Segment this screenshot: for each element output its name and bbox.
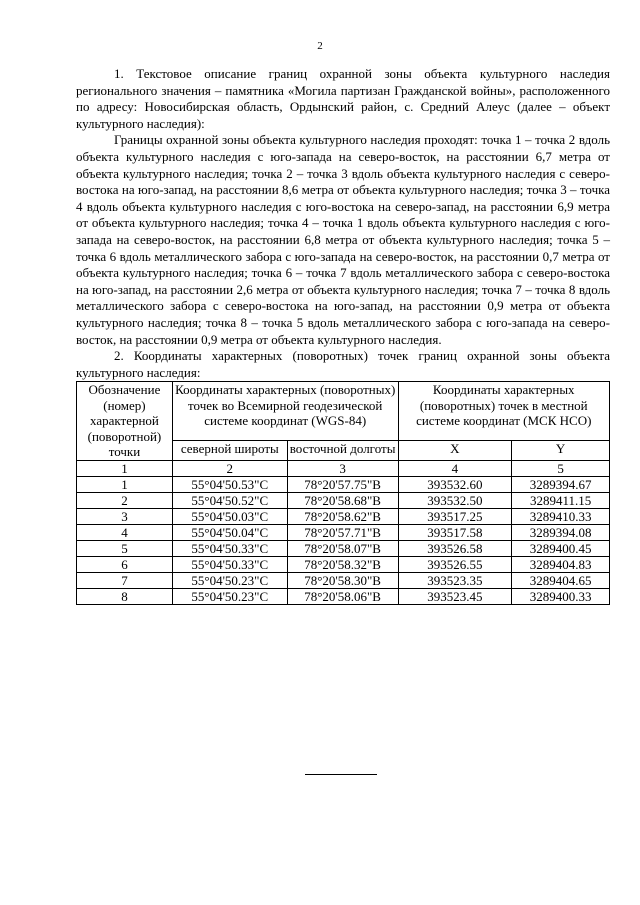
paragraph-description: 1. Текстовое описание границ охранной зоны объекта культурного наследия регионального значения – памятника «Могила партизан Гражданской войны», расположенного по адресу: Новосибирская область, Ордынский район, с. Средний Алеус (далее – объект культурного наследия):: [76, 66, 610, 131]
document-body: [76, 66, 610, 605]
header-x: X: [398, 440, 512, 460]
point-number-cell: 1: [77, 476, 173, 492]
point-number-cell: 8: [77, 588, 173, 604]
x-cell: 393526.55: [398, 556, 512, 572]
longitude-cell: 78°20'58.68"В: [287, 492, 398, 508]
x-cell: 393523.35: [398, 572, 512, 588]
x-cell: 393523.45: [398, 588, 512, 604]
latitude-cell: 55°04'50.23"С: [172, 572, 287, 588]
point-number-cell: 7: [77, 572, 173, 588]
x-cell: 393517.58: [398, 524, 512, 540]
header-north-latitude: северной широты: [172, 440, 287, 460]
y-cell: 3289394.67: [512, 476, 610, 492]
table-row: [77, 476, 610, 492]
longitude-cell: 78°20'58.07"В: [287, 540, 398, 556]
latitude-cell: 55°04'50.52"С: [172, 492, 287, 508]
x-cell: 393526.58: [398, 540, 512, 556]
table-row: [77, 524, 610, 540]
index-cell: 1: [77, 460, 173, 476]
table-row: [77, 588, 610, 604]
longitude-cell: 78°20'57.71"В: [287, 524, 398, 540]
y-cell: 3289404.65: [512, 572, 610, 588]
x-cell: 393532.60: [398, 476, 512, 492]
latitude-cell: 55°04'50.53"С: [172, 476, 287, 492]
y-cell: 3289400.33: [512, 588, 610, 604]
y-cell: 3289411.15: [512, 492, 610, 508]
paragraph-coordinates-intro: 2. Координаты характерных (поворотных) точек границ охранной зоны объекта культурного наследия:: [76, 348, 610, 380]
table-row: [77, 492, 610, 508]
x-cell: 393517.25: [398, 508, 512, 524]
table-header-row: [77, 382, 610, 440]
point-number-cell: 4: [77, 524, 173, 540]
longitude-cell: 78°20'58.62"В: [287, 508, 398, 524]
longitude-cell: 78°20'58.06"В: [287, 588, 398, 604]
longitude-cell: 78°20'58.30"В: [287, 572, 398, 588]
y-cell: 3289410.33: [512, 508, 610, 524]
table-row: [77, 540, 610, 556]
index-cell: 3: [287, 460, 398, 476]
point-number-cell: 6: [77, 556, 173, 572]
longitude-cell: 78°20'57.75"В: [287, 476, 398, 492]
table-row: [77, 556, 610, 572]
paragraph-boundaries: Границы охранной зоны объекта культурного наследия проходят: точка 1 – точка 2 вдоль объекта культурного наследия с юго-запада на северо-восток, на расстоянии 6,7 метра от объекта культурного наследия; точка 2 – точка 3 вдоль объекта культурного наследия с северо-востока на юго-запад, на расстоянии 8,6 метра от объекта культурного наследия; точка 3 – точка 4 вдоль объекта культурного наследия с юго-востока на северо-запад, на расстоянии 6,9 метра от объекта культурного наследия; точка 4 – точка 1 вдоль объекта культурного наследия с юго-запада на северо-восток, на расстоянии 6,8 метра от объекта культурного наследия; точка 5 – точка 6 вдоль металлического забора с юго-запада на северо-восток, на расстоянии 0,7 метра от объекта культурного наследия; точка 6 – точка 7 вдоль металлического забора с северо-востока на юго-запад, на расстоянии 2,6 метра от объекта культурного наследия; точка 7 – точка 8 вдоль металлического забора с северо-востока на юго-запад, на расстоянии 0,9 метра от объекта культурного наследия; точка 8 – точка 5 вдоль металлического забора с юго-запада на северо-восток, на расстоянии 0,9 метра от объекта культурного наследия.: [76, 132, 610, 347]
latitude-cell: 55°04'50.23"С: [172, 588, 287, 604]
header-wgs84: Координаты характерных (поворотных) точек во Всемирной геодезической системе координат (WGS-84): [172, 382, 398, 440]
latitude-cell: 55°04'50.33"С: [172, 540, 287, 556]
header-msk-nso: Координаты характерных (поворотных) точек в местной системе координат (МСК НСО): [398, 382, 610, 440]
table-index-row: [77, 460, 610, 476]
point-number-cell: 5: [77, 540, 173, 556]
header-y: Y: [512, 440, 610, 460]
y-cell: 3289400.45: [512, 540, 610, 556]
longitude-cell: 78°20'58.32"В: [287, 556, 398, 572]
closing-rule: [305, 774, 377, 775]
point-number-cell: 2: [77, 492, 173, 508]
page-number: 2: [317, 40, 323, 52]
table-row: [77, 572, 610, 588]
latitude-cell: 55°04'50.03"С: [172, 508, 287, 524]
index-cell: 5: [512, 460, 610, 476]
y-cell: 3289394.08: [512, 524, 610, 540]
y-cell: 3289404.83: [512, 556, 610, 572]
index-cell: 2: [172, 460, 287, 476]
header-east-longitude: восточной долготы: [287, 440, 398, 460]
table-row: [77, 508, 610, 524]
x-cell: 393532.50: [398, 492, 512, 508]
header-point-number: Обозначение (номер) характерной (поворотной) точки: [77, 382, 173, 461]
latitude-cell: 55°04'50.04"С: [172, 524, 287, 540]
latitude-cell: 55°04'50.33"С: [172, 556, 287, 572]
coordinates-table: [76, 381, 610, 605]
index-cell: 4: [398, 460, 512, 476]
point-number-cell: 3: [77, 508, 173, 524]
